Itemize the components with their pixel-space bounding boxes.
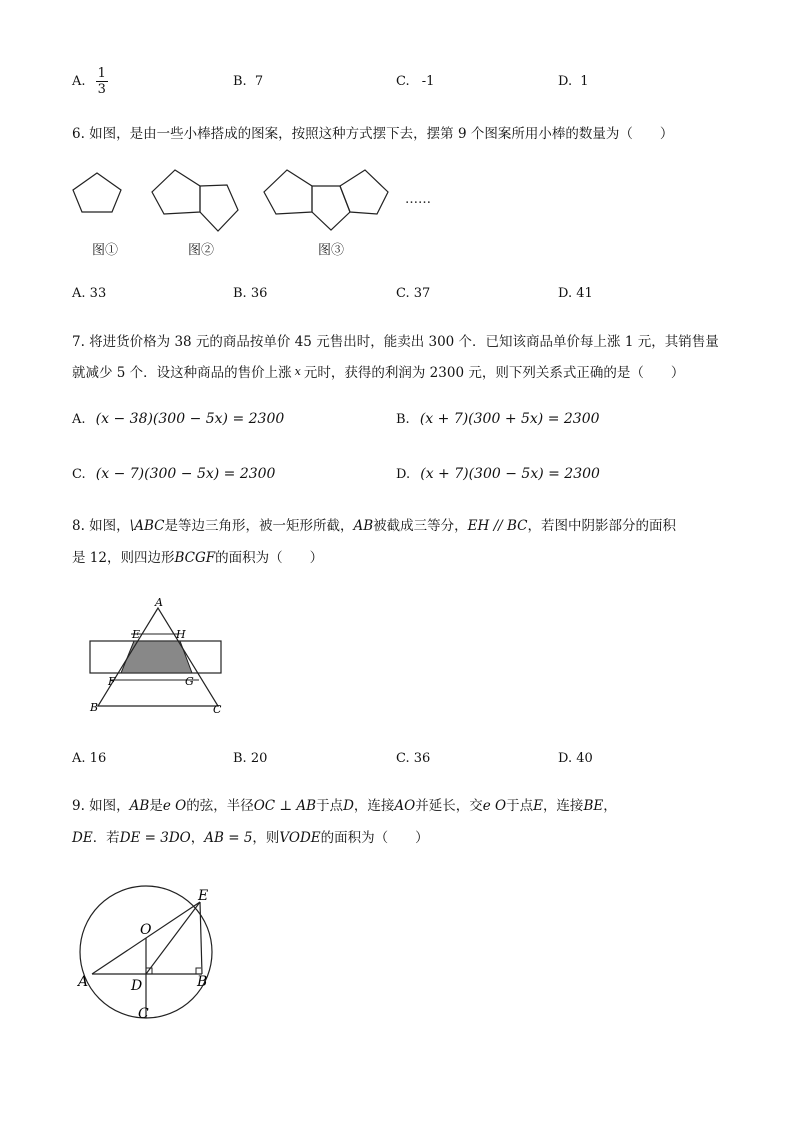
stem-text: 的面积为（ ）	[215, 550, 324, 566]
q6-option-c	[396, 286, 430, 301]
option-text: 1	[580, 74, 589, 89]
option-letter: B.	[233, 286, 247, 301]
label-e: E	[132, 628, 141, 641]
q8-stem-line-2	[72, 546, 323, 566]
q7-stem-line-2	[72, 361, 684, 381]
ellipsis: ……	[405, 192, 431, 207]
option-letter: D.	[558, 286, 573, 301]
math-expression: \ABC	[129, 518, 165, 534]
option-formula: (x + 7)(300 + 5x) = 2300	[419, 411, 600, 427]
q9-stem-line-2	[72, 826, 429, 846]
label-b: B	[90, 701, 99, 714]
option-letter: D.	[558, 74, 573, 89]
option-text: 7	[254, 74, 264, 89]
stem-text: ，	[190, 830, 205, 846]
math-expression: DE = 3DO	[119, 830, 191, 846]
option-letter: B.	[396, 412, 410, 427]
option-letter: C.	[72, 467, 86, 482]
option-text: -1	[421, 74, 435, 89]
q6-stem: 6. 如图，是由一些小棒搭成的图案，按照这种方式摆下去，摆第 9 个图案所用小棒的数量为（ ）	[72, 126, 674, 142]
option-text: 40	[576, 751, 593, 766]
option-letter: A.	[72, 751, 86, 766]
stem-text: 元时，获得的利润为 2300 元，则下列关系式正确的是（ ）	[303, 365, 685, 381]
math-expression: AO	[394, 798, 416, 814]
stem-text: ，	[603, 798, 617, 814]
math-expression: EH // BC	[467, 518, 528, 534]
q6-option-d	[558, 286, 593, 301]
q6-option-b	[233, 286, 267, 301]
option-text: 16	[89, 751, 107, 766]
q6-option-a	[72, 286, 106, 301]
q5-option-d	[558, 74, 589, 89]
math-expression: E	[533, 798, 543, 814]
option-text: 36	[413, 751, 431, 766]
math-expression: VODE	[279, 830, 321, 846]
q8-stem-line-1	[72, 514, 676, 534]
math-expression: OC ⊥ AB	[253, 798, 317, 814]
pentagon-shape	[340, 170, 388, 214]
q5-option-b	[233, 74, 263, 89]
math-expression: e O	[482, 798, 507, 814]
q8-option-b	[233, 751, 267, 766]
fraction-numerator: 1	[97, 66, 106, 81]
option-text: 37	[413, 286, 431, 301]
q9-figure	[70, 880, 230, 1030]
math-expression: BCGF	[174, 550, 216, 566]
math-expression: D	[343, 798, 354, 814]
option-text: 36	[250, 286, 268, 301]
option-text: 33	[89, 286, 107, 301]
q6-figure	[60, 160, 460, 270]
q5-option-c	[396, 74, 434, 89]
segment-be	[200, 902, 202, 974]
option-letter: A.	[72, 412, 86, 427]
segment-de	[146, 902, 200, 974]
label-o: O	[140, 922, 152, 938]
q7-stem-line-1: 7. 将进货价格为 38 元的商品按单价 45 元售出时，能卖出 300 个．已知该商品单价每上涨 1 元，其销售量	[72, 334, 719, 350]
option-text: 20	[250, 751, 268, 766]
stem-text: 的弦，半径	[186, 798, 254, 814]
math-expression: AB	[353, 518, 374, 534]
stem-text: 是等边三角形，被一矩形所截，	[164, 518, 354, 534]
figure-label-1: 图①	[92, 243, 119, 258]
q5-option-a	[72, 66, 108, 97]
figure-label-2: 图②	[188, 243, 215, 258]
pentagon-shape	[312, 186, 350, 230]
stem-text: ，连接	[542, 798, 584, 814]
stem-text: ．若	[92, 830, 120, 846]
label-c: C	[138, 1006, 149, 1022]
label-f: F	[108, 675, 116, 688]
math-expression: BE	[583, 798, 604, 814]
stem-text: 于点	[316, 798, 344, 814]
q7-option-a	[72, 411, 284, 427]
option-letter: A.	[72, 286, 86, 301]
q7-option-c	[72, 466, 275, 482]
option-letter: D.	[396, 467, 411, 482]
option-formula: (x − 38)(300 − 5x) = 2300	[95, 411, 285, 427]
label-a: A	[78, 974, 89, 990]
label-h: H	[176, 628, 186, 641]
label-b: B	[197, 974, 208, 990]
label-e: E	[198, 888, 209, 904]
math-expression: AB = 5	[204, 830, 253, 846]
option-letter: D.	[558, 751, 573, 766]
pentagon-shape	[200, 185, 238, 231]
figure-label-3: 图③	[318, 243, 345, 258]
label-g: G	[185, 675, 194, 688]
option-letter: B.	[233, 74, 247, 89]
math-expression: DE	[72, 830, 93, 846]
pentagon-shape	[152, 170, 200, 214]
pentagon-shape	[73, 173, 121, 212]
label-c: C	[213, 703, 222, 716]
option-letter: B.	[233, 751, 247, 766]
stem-text: 的面积为（ ）	[320, 830, 429, 846]
stem-text: ，连接	[353, 798, 395, 814]
stem-text: 被截成三等分，	[373, 518, 468, 534]
label-a: A	[155, 596, 163, 609]
q7-option-d	[396, 466, 600, 482]
stem-text: 就减少 5 个．设这种商品的售价上涨	[72, 365, 292, 381]
fraction	[96, 66, 108, 97]
option-letter: C.	[396, 286, 410, 301]
q7-option-b	[396, 411, 600, 427]
stem-text: ，若图中阴影部分的面积	[527, 518, 676, 534]
option-text: 41	[576, 286, 593, 301]
math-expression: e O	[162, 798, 187, 814]
option-formula: (x − 7)(300 − 5x) = 2300	[95, 466, 276, 482]
option-formula: (x + 7)(300 − 5x) = 2300	[420, 466, 600, 482]
q8-option-d	[558, 751, 593, 766]
fraction-denominator: 3	[97, 82, 106, 97]
stem-text: 8. 如图，	[72, 518, 130, 534]
q8-figure	[80, 596, 240, 721]
pentagon-shape	[264, 170, 312, 214]
q8-option-c	[396, 751, 430, 766]
stem-text: 并延长，交	[415, 798, 483, 814]
stem-text: ，则	[252, 830, 280, 846]
option-letter: A.	[72, 74, 86, 89]
q9-stem-line-1	[72, 794, 617, 814]
stem-text: 是 12，则四边形	[72, 550, 175, 566]
math-variable: x	[294, 365, 301, 378]
math-expression: AB	[129, 798, 150, 814]
label-d: D	[131, 978, 143, 994]
stem-text: 于点	[506, 798, 534, 814]
stem-text: 是	[149, 798, 163, 814]
q8-option-a	[72, 751, 106, 766]
stem-text: 9. 如图，	[72, 798, 130, 814]
option-letter: C.	[396, 751, 410, 766]
option-letter: C.	[396, 74, 410, 89]
